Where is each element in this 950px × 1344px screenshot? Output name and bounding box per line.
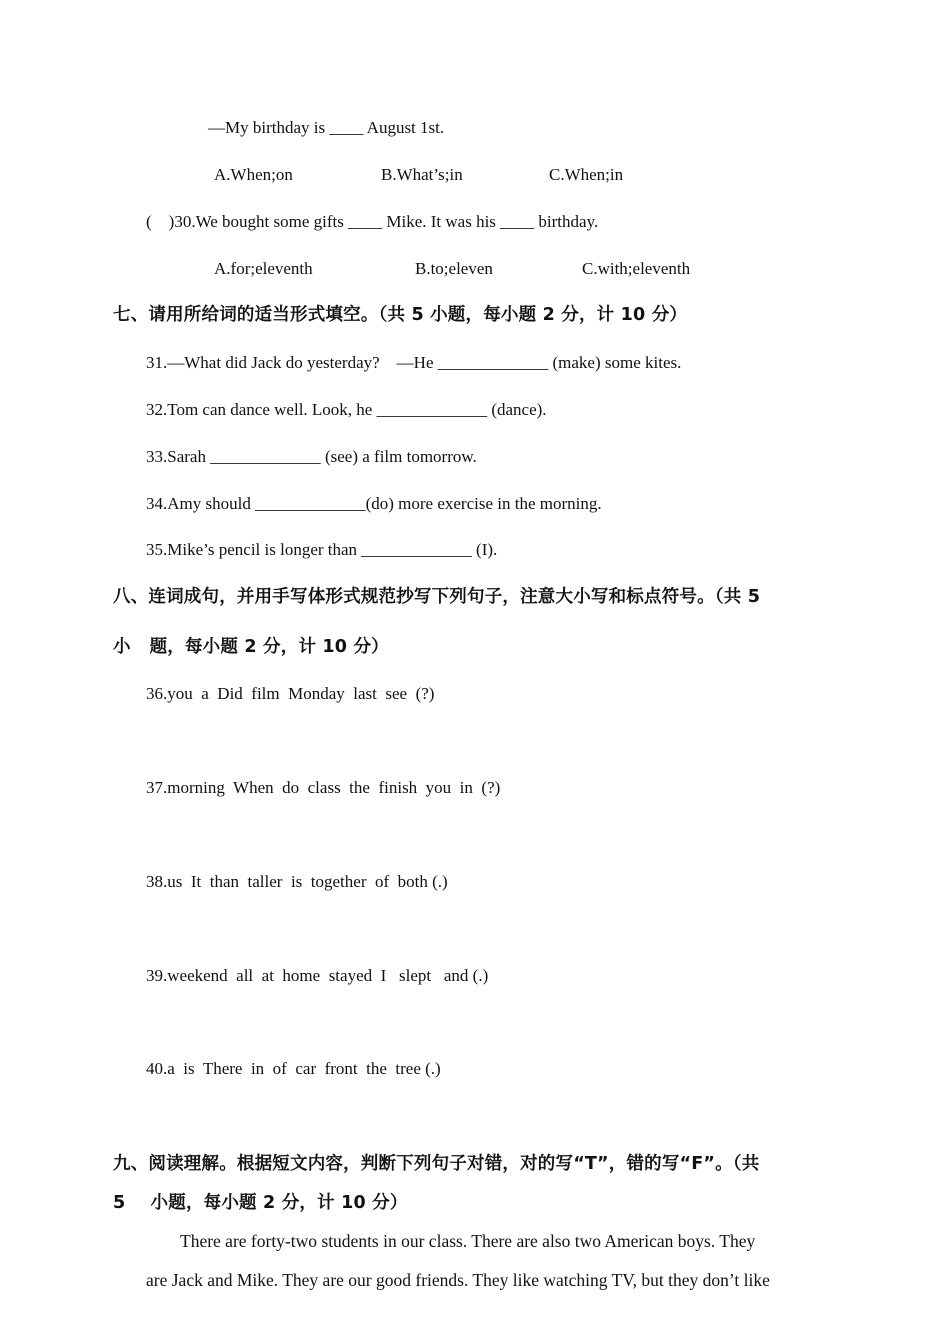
q29-answer-line: —My birthday is ____ August 1st. [208, 118, 445, 137]
q29-option-b: B.What’s;in [381, 165, 463, 184]
q36: 36.you a Did film Monday last see (?) [146, 684, 435, 703]
passage-line-1: There are forty-two students in our class. There are also two American boys. They [180, 1231, 756, 1251]
q38: 38.us It than taller is together of both (.) [146, 872, 448, 891]
q30-option-a: A.for;eleventh [214, 259, 313, 278]
q30-option-c: C.with;eleventh [582, 259, 691, 278]
q32: 32.Tom can dance well. Look, he _____________ (dance). [146, 400, 547, 419]
q31: 31.—What did Jack do yesterday? —He _____________ (make) some kites. [146, 353, 682, 372]
q29-option-c: C.When;in [549, 165, 624, 184]
section8-heading-line2: 小 题，每小题 2 分，计 10 分） [113, 637, 389, 657]
q34: 34.Amy should _____________(do) more exercise in the morning. [146, 494, 602, 513]
q30-text: ( )30.We bought some gifts ____ Mike. It was his ____ birthday. [146, 212, 599, 231]
q29-option-a: A.When;on [214, 165, 293, 184]
q39: 39.weekend all at home stayed I slept and (.) [146, 966, 489, 985]
q37: 37.morning When do class the finish you in (?) [146, 778, 501, 797]
section7-heading: 七、请用所给词的适当形式填空。（共 5 小题，每小题 2 分，计 10 分） [113, 305, 688, 325]
section9-heading-line1: 九、阅读理解。根据短文内容，判断下列句子对错，对的写“T”，错的写“F”。（共 [113, 1154, 760, 1174]
section9-heading-line2: 5 小题，每小题 2 分，计 10 分） [113, 1193, 408, 1213]
q33: 33.Sarah _____________ (see) a film tomorrow. [146, 447, 477, 466]
q35: 35.Mike’s pencil is longer than _____________ (I). [146, 540, 498, 559]
q30-option-b: B.to;eleven [415, 259, 493, 278]
section8-heading-line1: 八、连词成句，并用手写体形式规范抄写下列句子，注意大小写和标点符号。（共 5 [113, 587, 761, 607]
q40: 40.a is There in of car front the tree (.) [146, 1059, 441, 1078]
passage-line-2: are Jack and Mike. They are our good friends. They like watching TV, but they don’t like [146, 1270, 770, 1290]
